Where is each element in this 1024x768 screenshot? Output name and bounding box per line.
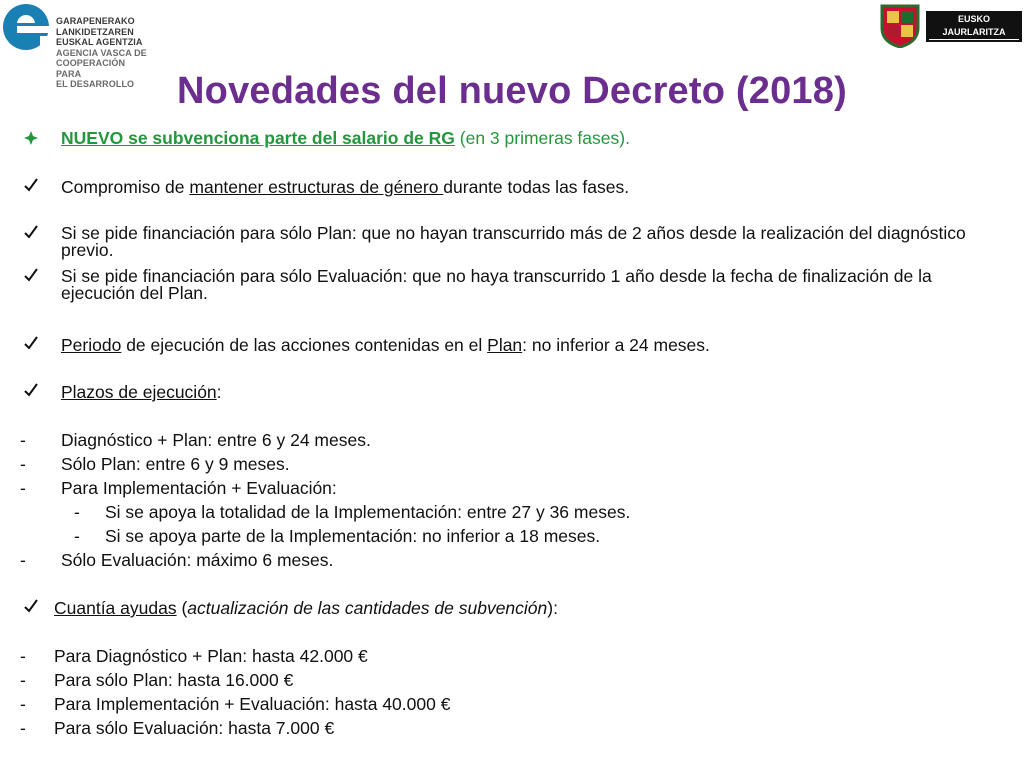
plazos-colon: : — [216, 382, 222, 402]
checkmark-icon — [23, 267, 39, 283]
dash-marker: - — [20, 694, 26, 714]
checkmark-icon — [23, 177, 39, 193]
slide-title: Novedades del nuevo Decreto (2018) — [177, 70, 847, 112]
cuantia-item: Para sólo Plan: hasta 16.000 € — [54, 670, 294, 690]
dash-marker: - — [74, 502, 80, 522]
dash-marker: - — [20, 718, 26, 738]
dash-marker: - — [20, 646, 26, 666]
plazo-item: Diagnóstico + Plan: entre 6 y 24 meses. — [61, 430, 371, 450]
nuevo-highlight: NUEVO se subvenciona parte del salario de RG — [61, 128, 455, 148]
cuantia-text-b: ): — [547, 598, 558, 618]
gobierno-vasco-line-1: EUSKO JAURLARITZA — [942, 14, 1006, 37]
diamond-bullet-icon — [24, 131, 38, 145]
cuantia-item: Para Implementación + Evaluación: hasta 40.000 € — [54, 694, 451, 714]
gobierno-vasco-line-2: GOBIERNO VASCO — [932, 41, 1016, 51]
bullet-periodo — [61, 336, 710, 355]
compromiso-text-b: durante todas las fases. — [443, 177, 630, 197]
agency-logo-subline: COOPERACIÓN PARA — [56, 58, 126, 79]
agency-logo-subline: AGENCIA VASCA DE — [56, 47, 147, 58]
plazo-subitem: Si se apoya parte de la Implementación: no inferior a 18 meses. — [105, 526, 601, 546]
plazo-subitem: Si se apoya la totalidad de la Implementación: entre 27 y 36 meses. — [105, 502, 631, 522]
agency-logo-subline: EL DESARROLLO — [56, 79, 135, 89]
checkmark-icon — [23, 224, 39, 240]
plazo-item: Para Implementación + Evaluación: — [61, 478, 337, 498]
nuevo-rest: (en 3 primeras fases). — [454, 128, 630, 148]
cuantia-italic: actualización de las cantidades de subvención — [187, 598, 548, 618]
dash-marker: - — [20, 550, 26, 570]
agency-logo-line: EUSKAL AGENTZIA — [56, 37, 143, 47]
dash-marker: - — [20, 478, 26, 498]
cuantia-underlined: Cuantía ayudas — [54, 598, 177, 618]
periodo-underlined: Periodo — [61, 335, 122, 355]
cuantia-item: Para sólo Evaluación: hasta 7.000 € — [54, 718, 335, 738]
agency-logo-line: GARAPENERAKO — [56, 16, 135, 26]
checkmark-icon — [23, 598, 39, 614]
agency-logo-line: LANKIDETZAREN — [56, 26, 134, 37]
compromiso-text-a: Compromiso de — [61, 177, 190, 197]
plazo-item: Sólo Evaluación: máximo 6 meses. — [61, 550, 334, 570]
cuantia-text-a: ( — [176, 598, 188, 618]
dash-marker: - — [20, 670, 26, 690]
plazo-item: Sólo Plan: entre 6 y 9 meses. — [61, 454, 290, 474]
plan-underlined: Plan — [487, 335, 523, 355]
checkmark-icon — [23, 335, 39, 351]
dash-marker: - — [20, 454, 26, 474]
dash-marker: - — [74, 526, 80, 546]
bullet-eval-only: Si se pide financiación para sólo Evaluación: que no haya transcurrido 1 año desde la fecha de finalización de la ejecución del Plan. — [61, 266, 932, 303]
periodo-text-a: de ejecución de las acciones contenidas en el — [121, 335, 488, 355]
plazos-underlined: Plazos de ejecución — [61, 382, 217, 402]
bullet-nuevo — [61, 129, 630, 148]
bullet-plazos — [61, 383, 222, 402]
compromiso-underlined: mantener estructuras de género — [189, 177, 444, 197]
bullet-plan-only: Si se pide financiación para sólo Plan: que no hayan transcurrido más de 2 años desde la realización del diagnóstico previo. — [61, 223, 966, 260]
cuantia-item: Para Diagnóstico + Plan: hasta 42.000 € — [54, 646, 368, 666]
checkmark-icon — [23, 382, 39, 398]
dash-marker: - — [20, 430, 26, 450]
periodo-text-b: : no inferior a 24 meses. — [522, 335, 710, 355]
bullet-cuantia — [54, 599, 558, 618]
bullet-compromiso — [61, 178, 629, 197]
